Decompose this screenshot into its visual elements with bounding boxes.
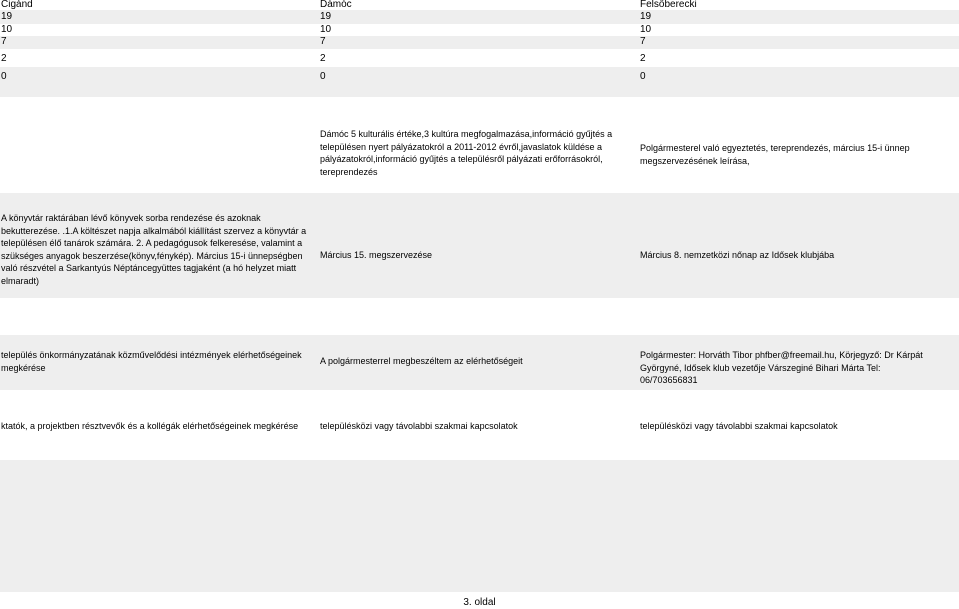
table-cell: 10: [640, 24, 652, 35]
table-row-kulturalis: [0, 97, 959, 193]
table-header-row: [0, 0, 959, 10]
cigand-elerhetoseg-cell: település önkormányzatának közművelődési intézmények elérhetőségeinek megkérése: [1, 350, 302, 373]
table-row: [0, 10, 959, 24]
table-cell: 0: [640, 71, 646, 82]
column-header-damoc: Dámóc: [320, 0, 352, 10]
damoc-kulturalis-cell: Dámóc 5 kulturális értéke,3 kultúra megfogalmazása,információ gyűjtés a településen nyert pályázatokról a 2011-2012 évről,javaslatok küldése a pályázatokról,információ gyűjtés a településről pályázati erőforrásokról, tereprendezés: [320, 129, 613, 177]
table-row-kapcsolat: [0, 390, 959, 460]
table-cell: 2: [1, 53, 7, 64]
damoc-elerhetoseg-cell: A polgármesterrel megbeszéltem az elérhetőségeit: [320, 356, 523, 366]
table-cell: 2: [320, 53, 326, 64]
damoc-konyvtar-cell: Március 15. megszervezése: [320, 250, 433, 260]
table-cell: 2: [640, 53, 646, 64]
table-row: [0, 49, 959, 67]
table-cell: 0: [1, 71, 7, 82]
table-cell: 19: [1, 11, 13, 22]
table-row-empty: [0, 460, 959, 592]
column-header-cigand: Cigánd: [1, 0, 33, 10]
table-row-konyvtar: [0, 193, 959, 298]
table-row-empty: [0, 298, 959, 335]
cigand-konyvtar-cell: A könyvtár raktárában lévő könyvek sorba rendezése és azoknak bekutterezése. .1.A költészet napja alkalmából kiállítást szervez a könyvtár a településen élő tanárok számára. 2. A pedagógusok felkeresése, valamint a szükséges anyagok beszerzése(könyv,fénykép). Március 15-i ünnepségben való részvétel a Sarkantyús Néptáncegyüttes tagjaként (a hó helyzet miatt elmaradt): [1, 213, 307, 286]
page-number: 3. oldal: [463, 597, 496, 608]
cigand-kapcsolat-cell: ktatók, a projektben résztvevők és a kollégák elérhetőségeinek megkérése: [1, 421, 299, 431]
table-row: [0, 67, 959, 97]
damoc-kapcsolat-cell: településközi vagy távolabbi szakmai kapcsolatok: [320, 421, 518, 431]
table-cell: 0: [320, 71, 326, 82]
table-cell: 19: [320, 11, 332, 22]
column-header-felsoberecki: Felsőberecki: [640, 0, 697, 10]
felsoberecki-kulturalis-cell: Polgármesterel való egyeztetés, tereprendezés, március 15-i ünnep megszervezésének leírása,: [640, 143, 910, 166]
table-cell: 10: [320, 24, 332, 35]
table-cell: 10: [1, 24, 13, 35]
felsoberecki-kapcsolat-cell: településközi vagy távolabbi szakmai kapcsolatok: [640, 421, 838, 431]
felsoberecki-konyvtar-cell: Március 8. nemzetközi nőnap az Idősek klubjába: [640, 250, 835, 260]
felsoberecki-elerhetoseg-cell: Polgármester: Horváth Tibor phfber@freemail.hu, Körjegyző: Dr Kárpát Györgyné, Idősek klub vezetője Várszeginé Bihari Márta Tel: 06/703656831: [640, 350, 923, 385]
table-cell: 7: [640, 36, 646, 47]
table-row: [0, 36, 959, 49]
table-cell: 19: [640, 11, 652, 22]
table-cell: 7: [1, 36, 7, 47]
table-cell: 7: [320, 36, 326, 47]
table-row: [0, 24, 959, 36]
table-row-elerhetoseg: [0, 335, 959, 390]
